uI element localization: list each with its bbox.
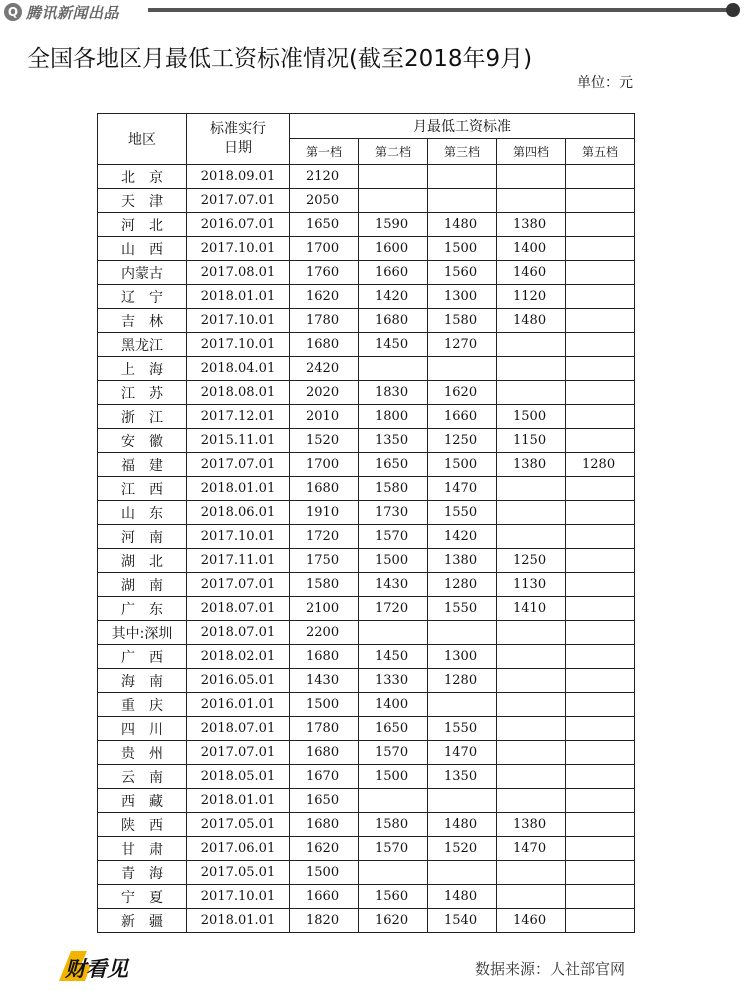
date-cell: 2018.09.01: [187, 165, 290, 189]
wage-cell: [566, 573, 635, 597]
wage-cell: 1500: [428, 453, 497, 477]
region-cell: 上 海: [98, 357, 187, 381]
wage-cell: 1550: [428, 597, 497, 621]
wage-cell: [497, 765, 566, 789]
wage-cell: [566, 717, 635, 741]
table-row: [98, 429, 635, 453]
wage-cell: 2050: [290, 189, 359, 213]
wage-cell: [566, 861, 635, 885]
region-cell: 湖 北: [98, 549, 187, 573]
wage-cell: 1650: [359, 717, 428, 741]
wage-cell: 1620: [359, 909, 428, 933]
wage-cell: 1480: [428, 885, 497, 909]
date-cell: 2018.04.01: [187, 357, 290, 381]
wage-cell: [497, 789, 566, 813]
wage-cell: 1700: [290, 453, 359, 477]
date-cell: 2017.10.01: [187, 525, 290, 549]
wage-cell: [566, 549, 635, 573]
wage-cell: 1620: [290, 837, 359, 861]
wage-cell: 1660: [290, 885, 359, 909]
wage-cell: [359, 861, 428, 885]
region-cell: 山 西: [98, 237, 187, 261]
wage-cell: 1430: [359, 573, 428, 597]
wage-cell: 1430: [290, 669, 359, 693]
wage-cell: 1500: [290, 693, 359, 717]
wage-table-body: [98, 165, 635, 933]
wage-cell: 1420: [359, 285, 428, 309]
wage-cell: [428, 621, 497, 645]
tier-header: 第五档: [566, 139, 635, 165]
wage-cell: [566, 381, 635, 405]
wage-cell: [566, 597, 635, 621]
date-cell: 2018.07.01: [187, 621, 290, 645]
wage-cell: [566, 813, 635, 837]
wage-cell: 1540: [428, 909, 497, 933]
wage-cell: [497, 477, 566, 501]
wage-cell: 1250: [428, 429, 497, 453]
wage-cell: 1570: [359, 837, 428, 861]
wage-cell: [566, 309, 635, 333]
wage-cell: 2010: [290, 405, 359, 429]
wage-cell: [566, 405, 635, 429]
wage-cell: 1280: [428, 573, 497, 597]
wage-cell: 2120: [290, 165, 359, 189]
date-header-line2: 日期: [224, 140, 252, 156]
date-cell: 2018.07.01: [187, 717, 290, 741]
wage-cell: [566, 357, 635, 381]
wage-cell: [359, 165, 428, 189]
wage-group-header: 月最低工资标准: [290, 114, 635, 139]
table-row: [98, 165, 635, 189]
table-row: [98, 885, 635, 909]
wage-cell: 1730: [359, 501, 428, 525]
wage-cell: 1470: [428, 477, 497, 501]
date-cell: 2018.08.01: [187, 381, 290, 405]
wage-cell: 1520: [428, 837, 497, 861]
wage-cell: 1450: [359, 645, 428, 669]
wage-cell: [497, 645, 566, 669]
wage-cell: 1470: [497, 837, 566, 861]
table-row: [98, 525, 635, 549]
table-row: [98, 309, 635, 333]
wage-cell: 1400: [497, 237, 566, 261]
table-row: [98, 405, 635, 429]
date-header-line1: 标准实行: [210, 121, 266, 137]
data-source: 数据来源：人社部官网: [475, 960, 626, 978]
region-cell: 四 川: [98, 717, 187, 741]
table-row: [98, 381, 635, 405]
region-cell: 天 津: [98, 189, 187, 213]
wage-cell: 1650: [290, 789, 359, 813]
table-row: [98, 501, 635, 525]
wage-cell: 1380: [428, 549, 497, 573]
date-cell: 2015.11.01: [187, 429, 290, 453]
date-cell: 2017.07.01: [187, 453, 290, 477]
wage-cell: 1780: [290, 309, 359, 333]
table-row: [98, 645, 635, 669]
wage-cell: [566, 429, 635, 453]
wage-cell: 1480: [428, 813, 497, 837]
wage-cell: 1570: [359, 741, 428, 765]
wage-cell: 1500: [290, 861, 359, 885]
header-rule-dot: [726, 3, 740, 17]
table-row: [98, 789, 635, 813]
region-cell: 浙 江: [98, 405, 187, 429]
region-column-header: 地区: [98, 114, 187, 165]
wage-cell: 1400: [359, 693, 428, 717]
wage-cell: [497, 357, 566, 381]
wage-cell: 1350: [428, 765, 497, 789]
tier-header: 第二档: [359, 139, 428, 165]
date-cell: 2017.10.01: [187, 885, 290, 909]
wage-cell: 1580: [290, 573, 359, 597]
wage-cell: [566, 885, 635, 909]
wage-cell: 1590: [359, 213, 428, 237]
tencent-news-mark-icon: Q: [4, 3, 22, 21]
wage-cell: [359, 189, 428, 213]
wage-cell: 1570: [359, 525, 428, 549]
wage-cell: 1500: [359, 549, 428, 573]
wage-cell: 1550: [428, 717, 497, 741]
tencent-news-logo: [4, 2, 119, 22]
wage-cell: [566, 477, 635, 501]
wage-cell: 1680: [290, 741, 359, 765]
date-cell: 2017.11.01: [187, 549, 290, 573]
wage-cell: 1680: [290, 813, 359, 837]
wage-cell: 1420: [428, 525, 497, 549]
region-cell: 甘 肃: [98, 837, 187, 861]
wage-cell: 1280: [566, 453, 635, 477]
wage-cell: [428, 789, 497, 813]
wage-cell: 1820: [290, 909, 359, 933]
date-cell: 2017.10.01: [187, 309, 290, 333]
wage-cell: [566, 669, 635, 693]
wage-cell: 1680: [290, 477, 359, 501]
date-cell: 2017.08.01: [187, 261, 290, 285]
region-cell: 安 徽: [98, 429, 187, 453]
table-row: [98, 741, 635, 765]
wage-cell: [497, 717, 566, 741]
wage-cell: [428, 357, 497, 381]
region-cell: 吉 林: [98, 309, 187, 333]
table-row: [98, 909, 635, 933]
wage-cell: 1300: [428, 285, 497, 309]
table-row: [98, 357, 635, 381]
region-cell: 其中:深圳: [98, 621, 187, 645]
table-row: [98, 189, 635, 213]
region-cell: 北 京: [98, 165, 187, 189]
wage-cell: 1580: [359, 813, 428, 837]
wage-cell: 1560: [428, 261, 497, 285]
region-cell: 辽 宁: [98, 285, 187, 309]
table-row: [98, 477, 635, 501]
caikanjian-logo: [57, 945, 137, 985]
wage-cell: 1120: [497, 285, 566, 309]
wage-cell: [566, 213, 635, 237]
wage-cell: [497, 501, 566, 525]
wage-cell: 1480: [497, 309, 566, 333]
table-row: [98, 597, 635, 621]
table-row: [98, 453, 635, 477]
wage-cell: 1150: [497, 429, 566, 453]
wage-cell: 1750: [290, 549, 359, 573]
region-cell: 湖 南: [98, 573, 187, 597]
wage-cell: [566, 765, 635, 789]
header-rule: [148, 8, 733, 12]
region-cell: 重 庆: [98, 693, 187, 717]
wage-cell: 1350: [359, 429, 428, 453]
wage-cell: 1500: [428, 237, 497, 261]
table-row: [98, 573, 635, 597]
wage-cell: 1780: [290, 717, 359, 741]
wage-cell: [428, 693, 497, 717]
date-cell: 2016.07.01: [187, 213, 290, 237]
table-row: [98, 213, 635, 237]
logo-text: 腾讯新闻出品: [26, 3, 120, 22]
date-cell: 2017.05.01: [187, 861, 290, 885]
wage-cell: [359, 789, 428, 813]
wage-cell: [566, 237, 635, 261]
wage-cell: 1620: [290, 285, 359, 309]
wage-cell: 1830: [359, 381, 428, 405]
date-cell: 2018.01.01: [187, 789, 290, 813]
region-cell: 江 西: [98, 477, 187, 501]
wage-cell: 1500: [359, 765, 428, 789]
wage-cell: [359, 621, 428, 645]
date-cell: 2017.10.01: [187, 237, 290, 261]
date-cell: 2018.05.01: [187, 765, 290, 789]
table-row: [98, 837, 635, 861]
wage-cell: 1280: [428, 669, 497, 693]
wage-cell: [566, 525, 635, 549]
region-cell: 黑龙江: [98, 333, 187, 357]
wage-cell: 1330: [359, 669, 428, 693]
table-row: [98, 237, 635, 261]
wage-cell: [566, 909, 635, 933]
table-row: [98, 693, 635, 717]
region-cell: 海 南: [98, 669, 187, 693]
wage-cell: [359, 357, 428, 381]
region-cell: 山 东: [98, 501, 187, 525]
date-cell: 2017.06.01: [187, 837, 290, 861]
wage-cell: 1520: [290, 429, 359, 453]
wage-cell: [497, 741, 566, 765]
date-cell: 2018.01.01: [187, 285, 290, 309]
wage-cell: 1380: [497, 453, 566, 477]
region-cell: 广 东: [98, 597, 187, 621]
wage-cell: 1270: [428, 333, 497, 357]
tier-header: 第三档: [428, 139, 497, 165]
wage-cell: [566, 645, 635, 669]
wage-cell: [566, 189, 635, 213]
wage-cell: 1130: [497, 573, 566, 597]
wage-cell: [497, 621, 566, 645]
wage-cell: 1800: [359, 405, 428, 429]
region-cell: 江 苏: [98, 381, 187, 405]
table-row: [98, 261, 635, 285]
wage-cell: 1680: [359, 309, 428, 333]
date-cell: 2018.01.01: [187, 909, 290, 933]
region-cell: 青 海: [98, 861, 187, 885]
date-cell: 2016.05.01: [187, 669, 290, 693]
wage-cell: 2200: [290, 621, 359, 645]
wage-cell: 1380: [497, 213, 566, 237]
wage-cell: [428, 861, 497, 885]
wage-cell: 1450: [359, 333, 428, 357]
tier-header: 第四档: [497, 139, 566, 165]
wage-cell: 1580: [428, 309, 497, 333]
table-row: [98, 765, 635, 789]
table-row: [98, 717, 635, 741]
wage-cell: 1480: [428, 213, 497, 237]
wage-cell: 1670: [290, 765, 359, 789]
wage-cell: [566, 333, 635, 357]
wage-cell: 1660: [428, 405, 497, 429]
wage-cell: [497, 189, 566, 213]
wage-cell: 2020: [290, 381, 359, 405]
wage-cell: [497, 525, 566, 549]
table-row: [98, 333, 635, 357]
region-cell: 西 藏: [98, 789, 187, 813]
region-cell: 陕 西: [98, 813, 187, 837]
wage-cell: 1680: [290, 333, 359, 357]
wage-cell: [497, 381, 566, 405]
wage-cell: [566, 261, 635, 285]
table-row: [98, 813, 635, 837]
wage-cell: 1720: [290, 525, 359, 549]
footer-logo-text: 财看见: [65, 957, 128, 981]
unit-label: 单位：元: [577, 75, 633, 91]
date-column-header: [187, 114, 290, 165]
region-cell: 河 南: [98, 525, 187, 549]
date-cell: 2017.07.01: [187, 189, 290, 213]
wage-cell: 1300: [428, 645, 497, 669]
wage-cell: [566, 693, 635, 717]
date-cell: 2018.01.01: [187, 477, 290, 501]
region-cell: 云 南: [98, 765, 187, 789]
date-cell: 2017.10.01: [187, 333, 290, 357]
wage-cell: [566, 741, 635, 765]
wage-cell: 1380: [497, 813, 566, 837]
wage-cell: 1460: [497, 909, 566, 933]
wage-cell: 1500: [497, 405, 566, 429]
wage-cell: [428, 165, 497, 189]
wage-cell: 1720: [359, 597, 428, 621]
tier-header: 第一档: [290, 139, 359, 165]
wage-cell: [497, 885, 566, 909]
wage-table: [97, 113, 635, 933]
date-cell: 2016.01.01: [187, 693, 290, 717]
date-cell: 2018.07.01: [187, 597, 290, 621]
wage-cell: [497, 333, 566, 357]
wage-cell: [428, 189, 497, 213]
page-title: 全国各地区月最低工资标准情况(截至2018年9月): [27, 46, 533, 72]
wage-cell: 1910: [290, 501, 359, 525]
wage-cell: [566, 285, 635, 309]
date-cell: 2017.07.01: [187, 741, 290, 765]
wage-cell: 1560: [359, 885, 428, 909]
region-cell: 贵 州: [98, 741, 187, 765]
wage-cell: 2100: [290, 597, 359, 621]
wage-cell: [497, 669, 566, 693]
table-row: [98, 285, 635, 309]
region-cell: 内蒙古: [98, 261, 187, 285]
wage-cell: 1700: [290, 237, 359, 261]
wage-cell: 1410: [497, 597, 566, 621]
date-cell: 2017.07.01: [187, 573, 290, 597]
date-cell: 2018.06.01: [187, 501, 290, 525]
top-bar: [0, 0, 750, 26]
date-cell: 2018.02.01: [187, 645, 290, 669]
wage-cell: 1650: [290, 213, 359, 237]
wage-cell: 1580: [359, 477, 428, 501]
wage-cell: 2420: [290, 357, 359, 381]
table-row: [98, 549, 635, 573]
region-cell: 新 疆: [98, 909, 187, 933]
wage-cell: 1250: [497, 549, 566, 573]
wage-cell: [566, 621, 635, 645]
wage-cell: [497, 165, 566, 189]
wage-cell: 1620: [428, 381, 497, 405]
region-cell: 福 建: [98, 453, 187, 477]
wage-cell: 1650: [359, 453, 428, 477]
wage-cell: 1470: [428, 741, 497, 765]
wage-cell: [566, 837, 635, 861]
region-cell: 河 北: [98, 213, 187, 237]
wage-cell: [566, 165, 635, 189]
wage-cell: [566, 501, 635, 525]
wage-cell: [497, 693, 566, 717]
wage-cell: 1680: [290, 645, 359, 669]
date-cell: 2017.05.01: [187, 813, 290, 837]
date-cell: 2017.12.01: [187, 405, 290, 429]
table-row: [98, 669, 635, 693]
wage-cell: 1600: [359, 237, 428, 261]
wage-cell: 1760: [290, 261, 359, 285]
table-row: [98, 861, 635, 885]
wage-cell: [497, 861, 566, 885]
table-row: [98, 621, 635, 645]
wage-cell: 1550: [428, 501, 497, 525]
wage-cell: [566, 789, 635, 813]
region-cell: 宁 夏: [98, 885, 187, 909]
wage-cell: 1460: [497, 261, 566, 285]
region-cell: 广 西: [98, 645, 187, 669]
wage-cell: 1660: [359, 261, 428, 285]
